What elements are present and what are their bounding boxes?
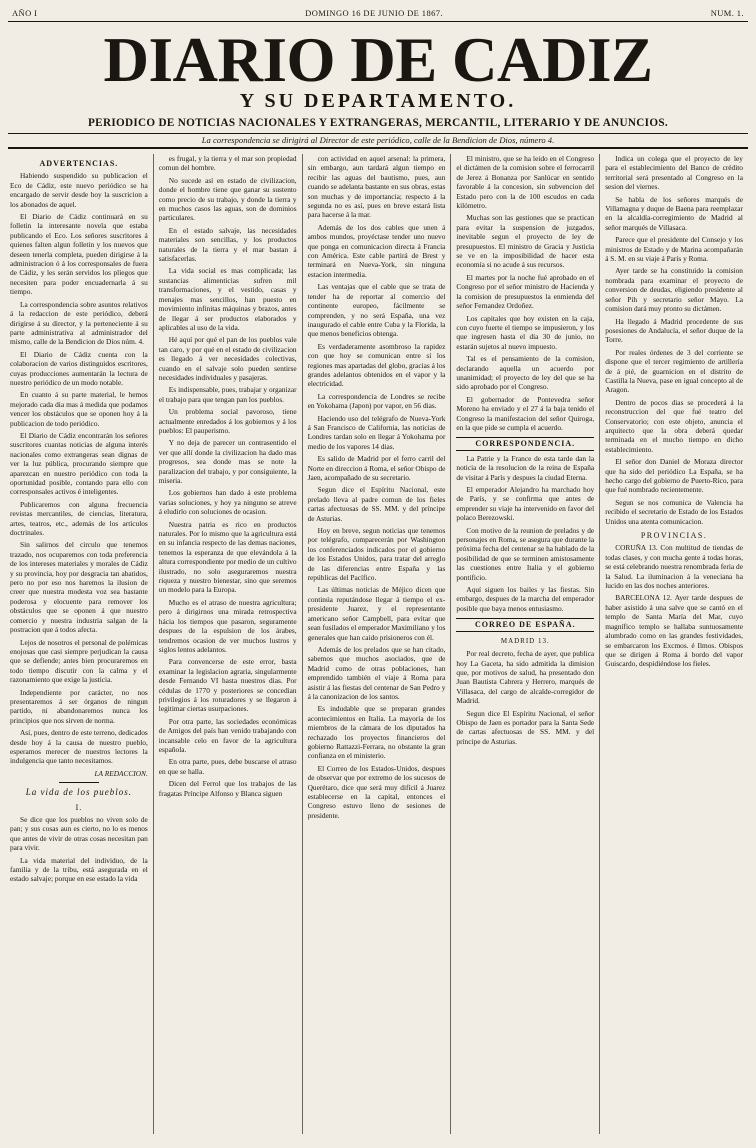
paragraph: Publicaremos con alguna frecuencia revistas mercantiles, de ciencias, literatura, artes, teatros, etc., además de los artículos doctrinales. <box>10 499 148 538</box>
newspaper-description: PERIODICO DE NOTICIAS NACIONALES Y EXTRANGERAS, MERCANTIL, LITERARIO Y DE ANUNCIOS. <box>88 117 668 129</box>
newspaper-title: DIARIO DE CADIZ <box>103 25 653 95</box>
paragraph: Segun se nos comunica de Valencia ha recibido el secretario de Estado de los Estados Unidos una atenta comunicacion. <box>605 497 743 526</box>
paragraph: Sin salirnos del circulo que tenemos trazado, nos ocuparemos con toda preferencia de los intereses materiales y morales de Cádiz y su provincia, hoy por desgracia tan abatidos, pero no por eso nos haremos la ilusion de creer que nuestra modesta voz sea bastante poderosa y elocuente para remover los obstáculos que se oponen á que nuestro comercio y nuestra industria salgan de la postracion que á todos afecta. <box>10 540 148 635</box>
paragraph: Hé aquí por qué el pan de los pueblos vale tan caro, y por qué en el estado de civilizacion es llegado á ver necesidades colectivas, cuando en el salvaje solo pueden sentirse necesidades individuales y pasajeras. <box>158 335 297 382</box>
paragraph: Dentro de pocos dias se procederá á la reconstruccion del que fué teatro del Conservatorio; con este objeto, anuncia el arquitecto que la obra deberá quedar terminada en el mucho tiempo en dicho establecimiento. <box>605 397 743 454</box>
paragraph: Habiendo suspendido su publicacion el Eco de Cádiz, este nuevo periódico se ha encargado de servir desde hoy la suscricion a los abonados de aquel. <box>10 171 148 209</box>
issue-info-bar <box>8 6 748 22</box>
column-2 <box>153 154 302 1134</box>
section-heading-advertencias: ADVERTENCIAS. <box>39 159 119 168</box>
paragraph: Haciendo uso del telégrafo de Nueva-York á San Francisco de California, las noticias de Londres tardan solo en llegar á Yokohama por medio de los vapores 14 dias. <box>307 413 446 451</box>
paragraph: Segun dice el Espíritu Nacional, este prelado lleva al padre comun de los fieles cartas afectuosas de SS. MM. y del príncipe de Asturias. <box>307 485 446 523</box>
column-5 <box>599 154 748 1134</box>
paragraph: Por real decreto, fecha de ayer, que publica hoy La Gaceta, ha sido admitida la dimision que, por motivos de salud, ha presentado don Juan Bautista Cabrera y Herrero, marqués de Villasaca, del cargo de alcalde-corregidor de Madrid. <box>456 649 595 706</box>
section-heading-correo-de-espana: CORREO DE ESPAÑA. <box>456 618 594 631</box>
paragraph: Lejos de nosotros el personal de polémicas enojosas que casi siempre perjudican la causa que se defiende; antes bien procuraremos en todo tiempo discutir con la calma y el razonamiento que exige la justicia. <box>10 637 148 685</box>
paragraph: El gobernador de Pontevedra señor Moreno ha enviado y el 27 á la baja tenido el Congreso la manifestacion del señor Quiroga, en la que pide se cumpla el acuerdo. <box>456 394 595 432</box>
newspaper-subtitle: Y SU DEPARTAMENTO. <box>239 90 517 112</box>
paragraph: Se dice que los pueblos no viven solo de pan; y sus cosas aun es cierto, no lo es menos que antes de vivir de otras cosas necesitan pan para vivir. <box>10 815 148 853</box>
paragraph: El Diario de Cádiz continuará en su folletin la interesante novela que estaba publicando el Eco. Los señores suscritores á quienes falten algun folletin y los nuevos que deseen tenerla completa, pueden dirigirse á la administracion ó á los corresponsales de fuera de Cádiz, y les serán servidos los pliegos que necesiten para poder encuadernarla á su tiempo. <box>10 212 148 297</box>
issue-year: AÑO I <box>12 8 38 18</box>
paragraph: Un problema social pavoroso, tiene actualmente enredados á los gobiernos y á los pueblos: El pauperismo. <box>158 407 297 435</box>
paragraph: En otra parte, pues, debe buscarse el atraso en que se halla. <box>158 757 297 776</box>
issue-date: DOMINGO 16 DE JUNIO DE 1867. <box>305 8 443 18</box>
paragraph: Segun dice El Espíritu Nacional, el señor Obispo de Jaen es portador para la Santa Sede de cartas afectuosas de SS. MM. y del príncipe de Asturias. <box>456 708 595 746</box>
paragraph: Es indispensable, pues, trabajar y organizar el trabajo para que tengan pan los pueblos. <box>158 385 297 404</box>
paragraph: Parece que el presidente del Consejo y los ministros de Estado y de Marina acompañarán á S. M. en su viaje á París y Roma. <box>605 235 743 264</box>
paragraph: Nuestra patria es rico en productos naturales. Por lo mismo que la agricultura está en su infancia respecto de las demas naciones, tenemos la esperanza de que elevándola á la altura correspondiente por medio de un cultivo ilustrado, no solo aseguraremos nuestra riqueza y nuestro bienestar, sino que seremos un modelo para la Europa. <box>158 519 297 595</box>
paragraph: Es salido de Madrid por el ferro carril del Norte en direccion á Roma, el señor Obispo de Jaen, acompañado de su secretario. <box>307 454 446 482</box>
paragraph: La vida social es mas complicada; las sustancias alimenticias sufren mil transformaciones, y el vestido, casas y menajes mas sencillos, han puesto en movimiento infinitas máquinas y brazos, antes de llegar á ser productos elaborados y aplicables al uso de la vida. <box>158 266 297 332</box>
paragraph: es frugal, y la tierra y el mar son propiedad comun del hombre. <box>158 154 297 173</box>
column-4 <box>450 154 599 1134</box>
paragraph: El Correo de los Estados-Unidos, despues de observar que por extremo de los sucesos de Querétaro, dice que será muy difícil á Juarez establecerse en la capital, entonces el Congreso estuvo lleno de sesiones de presidente. <box>307 763 446 820</box>
paragraph: Mucho es el atraso de nuestra agricultura; pero á dirigirnos una mirada retrospectiva hácia los tiempos que pasaron, seguramente despues de la espulsion de los árabes, tendremos ocasion de ver muchos lustros y siglos lentos adelantos. <box>158 597 297 654</box>
paragraph: con actividad en aquel arsenal: la primera, sin embargo, aun tardará algun tiempo en recibir las aguas del bautismo, pues, aun cuando se adelanta bastante en sus obras, estas son muchas y de importancia; respecto á la segunda no es así, pues en breve estará lista para hacerse á la mar. <box>307 154 446 220</box>
paragraph: Dicen del Ferrol que los trabajos de las fragatas Príncipe Alfonso y Blanca siguen <box>158 779 297 798</box>
paragraph: Las ventajas que el cable que se trata de tender ha de reportar al comercio del continente europeo, fácilmente se comprenden, y no será España, una vez inaugurado el cable entre Cuba y la Florida, la que menos beneficios obtenga. <box>307 282 446 339</box>
paragraph: BARCELONA 12. Ayer tarde despues de haber asistido á una salve que se cantó en el templo de Santa María del Mar, cuyo magnífico templo se hallaba suntuosamente alumbrado como en las grandes festividades, se embarcaron los Excmos. é Ilmos. Obispos que se dirigen á Roma á bordo del vapor Guiscardo, despidiéndose los fieles. <box>605 593 743 669</box>
paragraph: No sucede así en estado de civilizacion, donde el hombre tiene que ganar su sustento como precio de su trabajo, y donde la tierra y en muchos casos las aguas, son de dominios particulares. <box>158 175 297 223</box>
paragraph: El ministro, que se ha leido en el Congreso el dictámen de la comision sobre el ferrocarril de Jerez á Bonanza por Sanlúcar en sentido favorable á la concesion, sin subvencion del Estado pero con la de 100 escudos en cada kilómetro. <box>456 154 595 211</box>
issue-number: NUM. 1. <box>710 8 744 18</box>
paragraph: La Patrie y la France de esta tarde dan la noticia de la resolucion de la reina de España de visitar á París y despues la ciudad Eterna. <box>456 453 595 482</box>
section-heading-provincias: PROVINCIAS. <box>640 531 708 541</box>
paragraph: El emperador Alejandro ha marchado hoy de París, y se confirma que antes de emprender su viaje ha intervenido en favor del polaco Berezowski. <box>456 485 595 523</box>
paragraph: Los capitales que hoy existen en la caja, con cuyo fuerte el tiempo se impusieron, y los que ingresen hasta el dia 30 de junio, no estarán sujetos al nuevo impuesto. <box>456 313 595 351</box>
paragraph: Con motivo de la reunion de prelados y de personajes en Roma, se asegura que durante la próxima fecha del centenar se ha hablado de la posibilidad de que se terminen amistosamente las cuestiones entre Italia y el gobierno pontificio. <box>456 525 595 582</box>
paragraph: Además de los prelados que se han citado, sabemos que muchos asociados, que de Madrid como de otras poblaciones, han emprendido también el viaje á Roma para asistir á las fiestas del centenar de San Pedro y á la canonizacion de los santos. <box>307 644 446 701</box>
paragraph: En cuanto á su parte material, le hemos mejorado cada dia mas á medida que podamos vencer los obstáculos que se oponen hoy á la publicacion de todo periódico. <box>10 390 148 428</box>
paragraph: Ha llegado á Madrid procedente de sus posesiones de Andalucía, el señor duque de la Torre. <box>605 316 743 345</box>
paragraph: El martes por la noche fué aprobado en el Congreso por el señor ministro de Hacienda y la comision de presupuestos la enmienda del señor Fernandez Ordoñez. <box>456 272 595 311</box>
column-1 <box>8 154 153 1134</box>
paragraph: Para convencerse de este error, basta examinar la legislacion agraria, singularmente desde Fernando VI hasta nuestros dias. Por cédulas de 1770 y posteriores se concedian privilegios á los roturadores y se llegaron á legitimar ciertas usurpaciones. <box>158 657 297 714</box>
article-columns <box>8 154 748 1134</box>
paragraph: Es verdaderamente asombroso la rapidez con que hoy se comunican entre sí los regiones mas apartadas del globo, gracias á los grandes adelantos obtenidos en el vapor y la electricidad. <box>307 341 446 389</box>
paragraph: En el estado salvaje, las necesidades materiales son sencillas, y los productos naturales de la tierra y el mar bastan á satisfacerlas. <box>158 225 297 264</box>
paragraph: Así, pues, dentro de este terreno, dedicados desde hoy á la causa de nuestro pueblo, esperamos merecer de nuestros lectores la indulgencia que tanto necesitamos. <box>10 728 148 766</box>
essay-title: La vida de los pueblos. <box>25 787 133 798</box>
section-heading-correspondencia: CORRESPONDENCIA. <box>456 437 594 450</box>
paragraph: Por otra parte, las sociedades económicas de Amigos del país han venido trabajando con incansable celo en favor de la agricultura española. <box>158 716 297 754</box>
paragraph: El Diario de Cádiz cuenta con la colaboracion de varios distinguidos escritores, cuyas producciones aumentarán la lectura de nuestro periódico de un modo notable. <box>10 349 148 387</box>
paragraph: Los gobiernos han dado á este problema varias soluciones, y hoy ya ninguno se atreve á eludirlo con soluciones de ocasion. <box>158 488 297 517</box>
paragraph: Por reales órdenes de 3 del corriente se dispone que el tercer regimiento de artillería de á pié, de guarnicion en el distrito de Castilla la Nueva, pase en igual concepto al de Aragon. <box>605 347 743 395</box>
paragraph: La correspondencia de Londres se recibe en Yokohama (Japon) por vapor, en 56 dias. <box>307 391 446 411</box>
paragraph: Aquí siguen los bailes y las fiestas. Sin embargo, despues de la marcha del emperador posible que baya menos entusiasmo. <box>456 585 595 613</box>
paragraph: La vida material del individuo, de la familia y de la tribu, está asegurada en el estado salvaje; porque en ese estado la vida <box>10 855 148 884</box>
paragraph: El señor don Daniel de Moraza director que ha sido del periódico La España, se ha hecho cargo del gobierno de Puerto-Rico, para que fué nombrado recientemente. <box>605 457 743 495</box>
paragraph: Tal es el pensamiento de la comision, declarando aquella un acuerdo por unanimidad; el proyecto de ley del que se ha sido aprobado por el Congreso. <box>456 354 595 392</box>
paragraph: Muchas son las gestiones que se practican para evitar la suspension de juzgados, inevitable segun el proyecto de ley de presupuestos. El ministro de Gracia y Justicia se ve en la imposibilidad de hacer esta economía si no acude á sus recursos. <box>456 213 595 270</box>
correspondence-notice: La correspondencia se dirigirá al Director de este periódico, calle de la Bendicion de Dios, número 4. <box>8 133 748 149</box>
paragraph: La correspondencia sobre asuntos relativos á la redaccion de este periódico, deberá dirigirse á su director, y la perteneciente á su parte administrativa al administrador del mismo, calle de la Bendicion de Dios núm. 4. <box>10 299 148 347</box>
column-3 <box>302 154 451 1134</box>
paragraph: Es indudable que se preparan grandes acontecimientos en Italia. La mayoría de los miembros de la cámara de los diputados ha rechazado los proyectos financieros del gobierno Rattazzi-Ferrara, no obstante la gran confianza en el ministerio. <box>307 704 446 761</box>
paragraph: Y no deja de parecer un contrasentido el ver que allí donde la civilizacion ha dado mas progresos, sea donde mas se note la paralizacion del trabajo, y por consiguiente, la miseria. <box>158 438 297 485</box>
paragraph: Las últimas noticias de Méjico dicen que continúa reputándose llegar á tiempo el ex-presidente Juarez, y el representante americano señor Campbell, para evitar que sean fusilados el emperador Maximiliano y los generales que han caido prisioneros con él. <box>307 585 446 642</box>
essay-number: I. <box>75 802 83 812</box>
paragraph: Se habla de los señores marqués de Villamagna y duque de Baena para reemplazar en la alcaldía-corregimiento de Madrid al señor marqués de Villasaca. <box>605 194 743 232</box>
paragraph: El Diario de Cádiz encontrarán los señores suscritores cuantas noticias de alguna interés nacionales como extrangeras sean dignas de ver la luz pública, procurando siempre que aparezcan en nuestro periódico con toda la oportunidad posible, contando para ello con corresponsales activos é inteligentes. <box>10 430 148 497</box>
paragraph: Independiente por carácter, no nos presentaremos á ser órganos de ningun partido, ni abandonaremos nunca los principios que nos sirven de norma. <box>10 687 148 725</box>
paragraph: Hoy en breve, segun noticias que tenemos por telégrafo, comparecerán por Washington los conferenciados indicados por el gobierno de los Estados Unidos, para tratar del arreglo de las diferencias entre España y las repúblicas del Pacífico. <box>307 526 446 583</box>
paragraph: Ayer tarde se ha constituido la comision nombrada para examinar el proyecto de conversion de deudas, eligiendo presidente al señor Pih y secretario señor Mayo. La comision dará muy pronto su dictámen. <box>605 266 743 314</box>
paragraph: Indica un colega que el proyecto de ley para el establecimiento del Banco de crédito territorial será presentado al Congreso en la sesion del viernes. <box>605 154 743 192</box>
paragraph: CORUÑA 13. Con multitud de tiendas de todas clases, y con mucha gente á todas horas, se está celebrando nuestra renombrada feria de la Salud. La iluminacion á la veneciana ha lucido en las dos noches anteriores. <box>605 543 743 591</box>
paragraph: Además de los dos cables que unen á ambos mundos, proyéctase tender uno nuevo que ponga en comunicacion directa á Francia con América. Este cable partirá de Brest y terminará en Nueva-York, sin ninguna estacion intermedia. <box>307 222 446 279</box>
dateline: MADRID 13. <box>500 636 550 645</box>
newspaper-page <box>8 6 748 1136</box>
signature: LA REDACCION. <box>94 768 148 778</box>
divider <box>59 782 99 783</box>
